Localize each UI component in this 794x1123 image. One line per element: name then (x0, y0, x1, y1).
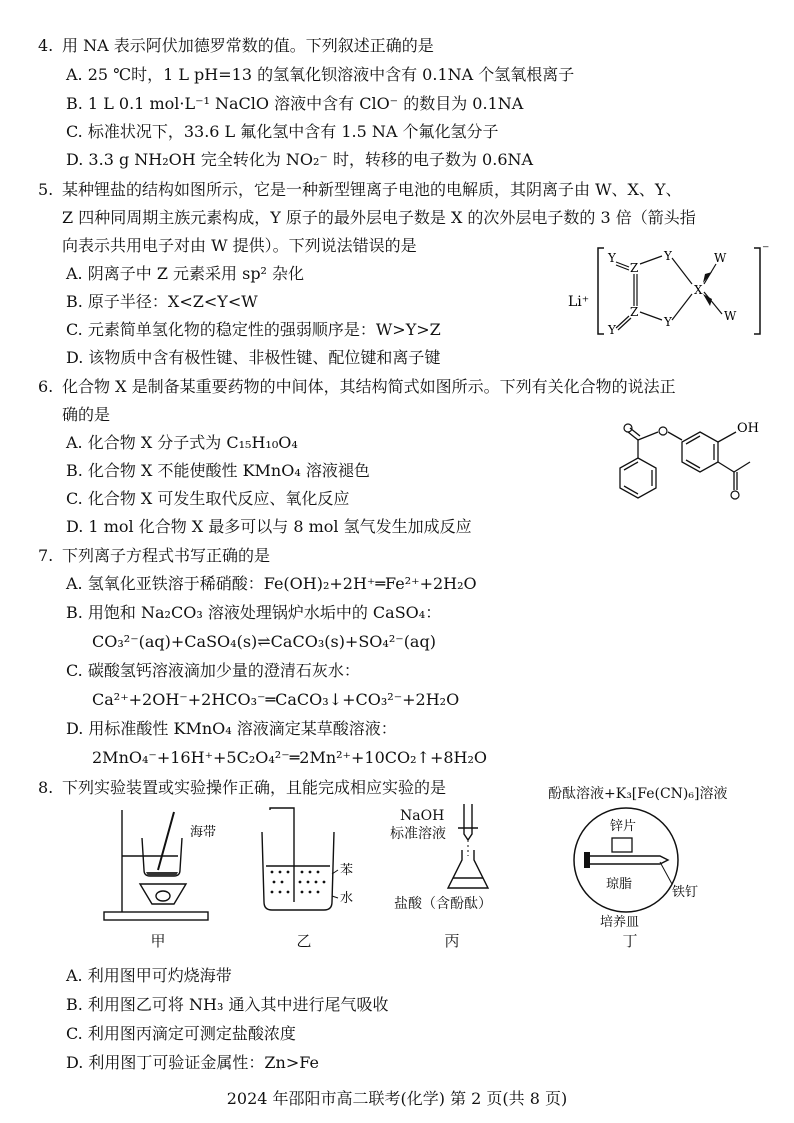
zinc-sheet (612, 838, 632, 852)
benzene-ring-left (620, 458, 656, 498)
q4-option-c: C. 标准状况下，33.6 L 氟化氢中含有 1.5 NA 个氟化氢分子 (66, 122, 499, 141)
benzene-ring-right (682, 432, 718, 472)
experiment-figure-ding (560, 804, 740, 928)
q4-option-a: A. 25 ℃时，1 L pH=13 的氢氧化钡溶液中含有 0.1NA 个氢氧根离子 (66, 65, 575, 84)
right-bracket (754, 248, 760, 334)
figure-caption-bing: 丙 (444, 932, 460, 950)
q6-option-c: C. 化合物 X 可发生取代反应、氧化反应 (66, 489, 350, 508)
experiment-figure-jia (98, 800, 218, 922)
ester-oxygen (659, 427, 667, 435)
liquid-dots (271, 871, 326, 894)
li-salt-structure-figure (556, 236, 776, 346)
experiment-figure-bing (440, 800, 520, 900)
q8-option-d: D. 利用图丁可验证金属性：Zn>Fe (66, 1053, 319, 1072)
q7-stem: 下列离子方程式书写正确的是 (62, 546, 271, 565)
q7-option-b-equation: CO₃²⁻(aq)+CaSO₄(s)⇌CaCO₃(s)+SO₄²⁻(aq) (92, 632, 436, 651)
figure-caption-yi: 乙 (296, 932, 312, 950)
nail-label: 铁钉 (672, 885, 699, 900)
page-footer: 2024 年邵阳市高二联考(化学) 第 2 页(共 8 页) (226, 1089, 568, 1108)
q7-option-b: B. 用饱和 Na₂CO₃ 溶液处理锅炉水垢中的 CaSO₄： (66, 603, 442, 622)
anion-charge: ⁻ (762, 242, 770, 258)
q4-option-b: B. 1 L 0.1 mol·L⁻¹ NaClO 溶液中含有 ClO⁻ 的数目为 0.1NA (66, 94, 524, 113)
q5-stem-line1: 某种锂盐的结构如图所示，它是一种新型锂离子电池的电解质，其阴离子由 W、X、Y、 (62, 180, 682, 199)
atom-y-1: Y (608, 251, 616, 265)
atom-w-2: W (724, 309, 737, 323)
compound-x-structure-figure (610, 412, 776, 512)
seaweed-residue (146, 872, 178, 876)
experiment-figure-yi (250, 806, 360, 916)
q5-stem-line2: Z 四种同周期主族元素构成，Y 原子的最外层电子数是 X 的次外层电子数的 3 倍（箭头指 (62, 208, 696, 227)
q6-option-d: D. 1 mol 化合物 X 最多可以与 8 mol 氢气发生加成反应 (66, 517, 472, 536)
q6-stem-line2: 确的是 (62, 405, 111, 424)
atom-y-3: Y (664, 315, 672, 329)
nail-head (584, 852, 590, 868)
benzene-label: 苯 (340, 863, 354, 878)
q7-option-d: D. 用标准酸性 KMnO₄ 溶液滴定某草酸溶液： (66, 719, 397, 738)
q6-number: 6. (38, 377, 54, 396)
q7-option-c-equation: Ca²⁺+2OH⁻+2HCO₃⁻═CaCO₃↓+CO₃²⁻+2H₂O (92, 690, 460, 709)
seaweed-label-1: 海带 (190, 825, 217, 840)
left-bracket (598, 248, 604, 334)
q5-number: 5. (38, 180, 54, 199)
q7-option-c: C. 碳酸氢钙溶液滴加少量的澄清石灰水： (66, 661, 360, 680)
burette (464, 804, 472, 840)
figure-caption-jia: 甲 (150, 932, 166, 950)
reagent-label: 酚酞溶液+K₃[Fe(CN)₆]溶液 (548, 786, 728, 802)
q8-number: 8. (38, 778, 54, 797)
standard-solution-label: 标准溶液 (390, 826, 446, 842)
q6-option-a: A. 化合物 X 分子式为 C₁₅H₁₀O₄ (66, 433, 298, 452)
glass-rod (158, 812, 174, 870)
q6-option-b: B. 化合物 X 不能使酸性 KMnO₄ 溶液褪色 (66, 461, 370, 480)
q7-option-d-equation: 2MnO₄⁻+16H⁺+5C₂O₄²⁻═2Mn²⁺+10CO₂↑+8H₂O (92, 748, 488, 767)
q6-stem-line1: 化合物 X 是制备某重要药物的中间体，其结构简式如图所示。下列有关化合物的说法正 (62, 377, 676, 396)
q8-option-a: A. 利用图甲可灼烧海带 (66, 966, 232, 985)
iron-stand-base (104, 912, 208, 920)
atom-x: X (694, 283, 703, 297)
q4-option-d: D. 3.3 g NH₂OH 完全转化为 NO₂⁻ 时，转移的电子数为 0.6NA (66, 150, 534, 169)
q5-option-c: C. 元素简单氢化物的稳定性的强弱顺序是：W>Y>Z (66, 320, 441, 339)
lamp-flame (156, 891, 170, 901)
q5-option-d: D. 该物质中含有极性键、非极性键、配位键和离子键 (66, 348, 441, 367)
q8-option-b: B. 利用图乙可将 NH₃ 通入其中进行尾气吸收 (66, 995, 389, 1014)
atom-w-1: W (714, 251, 727, 265)
atom-y-4: Y (608, 323, 616, 337)
q5-option-a: A. 阴离子中 Z 元素采用 sp² 杂化 (66, 264, 305, 283)
li-ion-label: Li⁺ (568, 294, 590, 310)
q4-number: 4. (38, 36, 54, 55)
water-label: 水 (340, 891, 354, 906)
iron-nail (588, 856, 668, 864)
zinc-label: 锌片 (610, 819, 637, 834)
atom-z-1: Z (630, 261, 639, 275)
q4-stem: 用 NA 表示阿伏加德罗常数的值。下列叙述正确的是 (62, 36, 434, 55)
q8-option-c: C. 利用图丙滴定可测定盐酸浓度 (66, 1024, 296, 1043)
gas-inlet-tube (270, 808, 294, 902)
hcl-label: 盐酸（含酚酞） (394, 896, 492, 912)
q5-stem-line3: 向表示共用电子对由 W 提供）。下列说法错误的是 (62, 236, 417, 255)
ketone-oxygen (731, 491, 739, 499)
agar-label: 琼脂 (606, 877, 633, 892)
naoh-label: NaOH (400, 808, 445, 824)
q5-option-b: B. 原子半径：X<Z<Y<W (66, 292, 258, 311)
q8-stem: 下列实验装置或实验操作正确，且能完成相应实验的是 (62, 778, 447, 797)
figure-caption-ding: 丁 (622, 932, 638, 950)
q7-number: 7. (38, 546, 54, 565)
q7-option-a: A. 氢氧化亚铁溶于稀硝酸：Fe(OH)₂+2H⁺═Fe²⁺+2H₂O (66, 574, 477, 593)
dish-label: 培养皿 (600, 915, 640, 928)
atom-z-2: Z (630, 305, 639, 319)
atom-y-2: Y (664, 249, 672, 263)
hydroxyl-label: OH (737, 421, 759, 436)
